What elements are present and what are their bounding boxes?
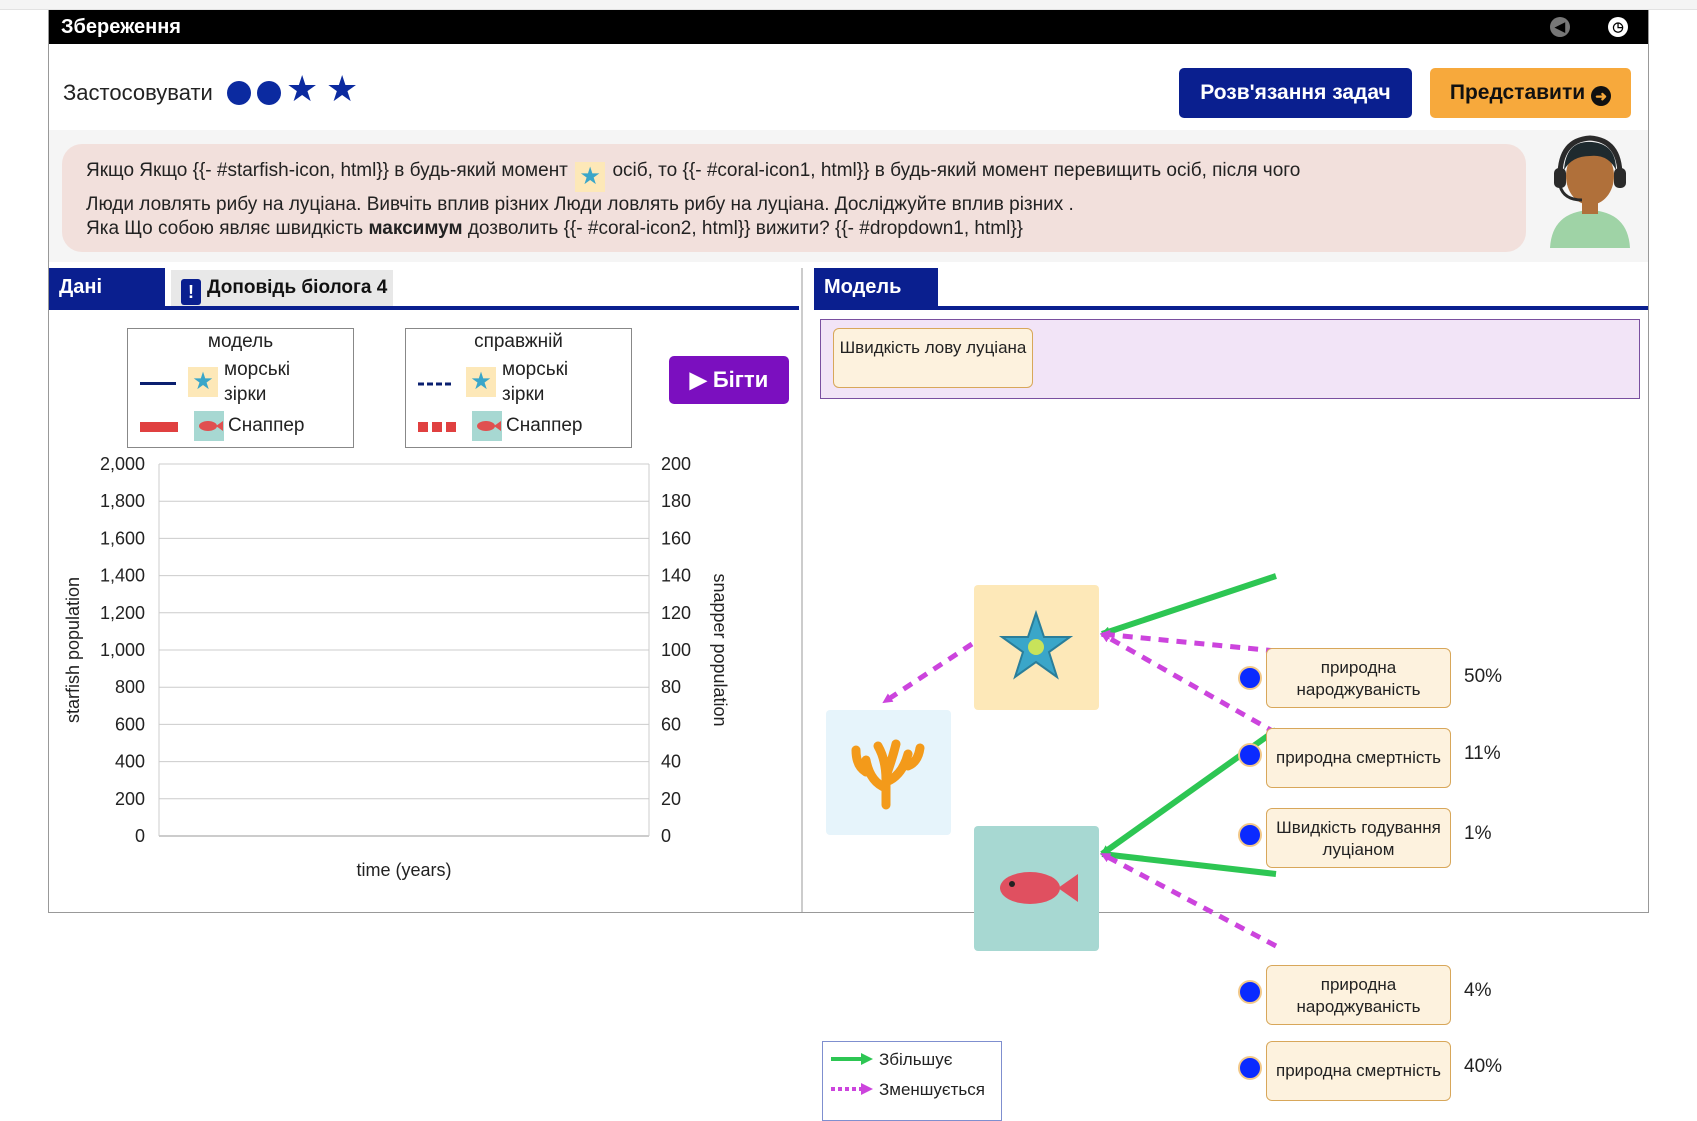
support-avatar-icon: [1542, 130, 1638, 250]
y-tick-label: 1,400: [99, 565, 145, 586]
y-tick-label: 600: [114, 714, 145, 735]
dashed-line-swatch: [418, 381, 454, 387]
y2-tick-label: 180: [661, 491, 692, 512]
prompt-line-2: Люди ловлять рибу на луціана. Вивчіть вплив різних Люди ловлять рибу на луціана. Досліджуйте вплив різних .: [86, 194, 1074, 215]
pct-snapper-feeding-rate: 1%: [1464, 823, 1492, 844]
level-dot-icon: [257, 81, 281, 105]
y2-tick-label: 80: [661, 677, 682, 698]
dashed-bar-swatch: [418, 421, 456, 433]
legend-real-snapper: Снаппер: [506, 415, 583, 436]
node-snapper-death-rate[interactable]: природна смертність: [1266, 1041, 1451, 1101]
snapper-icon: [974, 826, 1099, 951]
y2-tick-label: 160: [661, 528, 692, 549]
window-title: Збереження: [61, 16, 181, 38]
y2-tick-label: 140: [661, 565, 692, 586]
task-prompt: [62, 144, 1526, 252]
legend-real-title: справжній: [474, 331, 563, 352]
y2-tick-label: 40: [661, 751, 682, 772]
y2-tick-label: 60: [661, 714, 682, 735]
model-panel: [814, 268, 1648, 1099]
legend-increases: Збільшує: [879, 1050, 953, 1069]
starfish-icon: ★: [466, 367, 496, 397]
legend-model-snapper: Снаппер: [228, 415, 305, 436]
y-tick-label: 1,800: [99, 491, 145, 512]
pct-snapper-birth-rate: 4%: [1464, 980, 1492, 1001]
y-axis-label: starfish population: [63, 576, 83, 724]
y-tick-label: 1,200: [99, 602, 145, 623]
run-button-label: Бігти: [712, 367, 769, 392]
decrease-legend-arrow: [831, 1082, 873, 1096]
clock-icon[interactable]: ◷: [1608, 17, 1628, 37]
data-panel: [49, 268, 799, 913]
prompt-area: [49, 130, 1648, 262]
present-button[interactable]: [1430, 68, 1631, 118]
y-tick-label: 0: [134, 826, 145, 846]
tab-data[interactable]: Дані: [49, 268, 165, 306]
prompt-text: дозволить {{- #coral-icon2, html}} вижити? {{- #dropdown1, html}}: [467, 218, 1024, 239]
prompt-text: Яка Що собою являє швидкість: [86, 218, 364, 239]
legend-decreases: Зменшується: [879, 1080, 985, 1099]
app-window: [48, 10, 1649, 1099]
node-starfish-birth-rate[interactable]: природна народжуваність: [1266, 648, 1451, 708]
tab-biologist-report[interactable]: [171, 270, 393, 306]
level-dot-icon: [227, 81, 251, 105]
population-chart: [49, 438, 799, 908]
node-starfish-death-rate[interactable]: природна смертність: [1266, 728, 1451, 788]
starfish-node[interactable]: [974, 585, 1099, 710]
y-tick-label: 2,000: [99, 454, 145, 474]
y-tick-label: 800: [114, 677, 145, 698]
legend-model: [127, 328, 354, 448]
prompt-text: осіб, то {{- #coral-icon1, html}} в будь-який момент перевищить осіб, після чого: [612, 160, 1301, 181]
snapper-icon: [194, 411, 224, 441]
prompt-line-1: [86, 160, 1300, 192]
model-legend: [822, 1041, 1002, 1121]
solid-line-swatch: [140, 381, 176, 387]
x-axis-label: time (years): [356, 860, 452, 880]
snapper-fishing-rate-control[interactable]: Швидкість лову луціана: [833, 328, 1033, 388]
y2-tick-label: 20: [661, 788, 682, 809]
decrease-arrow: [1102, 854, 1276, 946]
increase-legend-arrow: [831, 1052, 873, 1066]
pct-starfish-death-rate: 11%: [1464, 743, 1501, 764]
back-icon[interactable]: ◀: [1550, 17, 1570, 37]
panel-divider: [801, 268, 803, 912]
increase-arrow: [1102, 576, 1276, 634]
tab-underline: [49, 306, 799, 310]
control-strip: [820, 319, 1640, 399]
present-button-label: Представити: [1449, 81, 1586, 104]
coral-icon: [826, 710, 951, 835]
node-snapper-birth-rate[interactable]: природна народжуваність: [1266, 965, 1451, 1025]
node-connector-dot[interactable]: [1238, 823, 1262, 847]
pct-snapper-death-rate: 40%: [1464, 1056, 1503, 1077]
legend-real-starfish: морські зірки: [502, 359, 569, 405]
legend-model-title: модель: [207, 331, 274, 352]
level-star-icon: ★: [286, 68, 319, 109]
y2-tick-label: 0: [661, 826, 672, 846]
prompt-text: Якщо Якщо {{- #starfish-icon, html}} в будь-який момент: [86, 160, 568, 181]
node-connector-dot[interactable]: [1238, 743, 1262, 767]
starfish-icon: ★: [188, 367, 218, 397]
legend-model-starfish: морські зірки: [224, 359, 291, 405]
play-icon: ▶: [689, 367, 707, 392]
starfish-icon: ★: [575, 162, 605, 192]
coral-node[interactable]: [826, 710, 951, 835]
y-tick-label: 1,600: [99, 528, 145, 549]
y2-axis-label: snapper population: [710, 573, 730, 727]
prompt-line-3: [86, 218, 1023, 240]
node-snapper-feeding-rate[interactable]: Швидкість годування луціаном: [1266, 808, 1451, 868]
title-bar: [49, 10, 1648, 44]
problem-solving-button[interactable]: Розв'язання задач: [1179, 68, 1412, 118]
y-tick-label: 1,000: [99, 640, 145, 660]
node-connector-dot[interactable]: [1238, 1056, 1262, 1080]
browser-top-strip: [0, 0, 1697, 10]
y2-tick-label: 120: [661, 602, 692, 623]
decrease-arrow: [884, 644, 972, 702]
alert-icon: !: [181, 279, 201, 305]
y-tick-label: 200: [114, 788, 145, 809]
tab-underline: [814, 306, 1648, 310]
header-bar: [49, 44, 1648, 130]
pct-starfish-birth-rate: 50%: [1464, 666, 1503, 687]
snapper-icon: [472, 411, 502, 441]
node-connector-dot[interactable]: [1238, 980, 1262, 1004]
node-connector-dot[interactable]: [1238, 666, 1262, 690]
tab-model[interactable]: Модель: [814, 268, 938, 306]
legend-real: [405, 328, 632, 448]
y-tick-label: 400: [114, 751, 145, 772]
starfish-icon: [974, 585, 1099, 710]
y2-tick-label: 200: [661, 454, 692, 474]
apply-level-label: Застосовувати: [63, 80, 213, 105]
run-button[interactable]: [669, 356, 789, 404]
model-diagram: [814, 408, 1648, 913]
increase-arrow: [1102, 854, 1276, 874]
snapper-node[interactable]: [974, 826, 1099, 951]
level-star-icon: ★: [326, 68, 359, 109]
solid-bar-swatch: [140, 421, 178, 433]
tab-biologist-report-label: Доповідь біолога 4: [207, 277, 388, 298]
prompt-bold-text: максимум: [368, 218, 463, 239]
y2-tick-label: 100: [661, 640, 692, 660]
arrow-right-icon: ➜: [1591, 86, 1611, 106]
